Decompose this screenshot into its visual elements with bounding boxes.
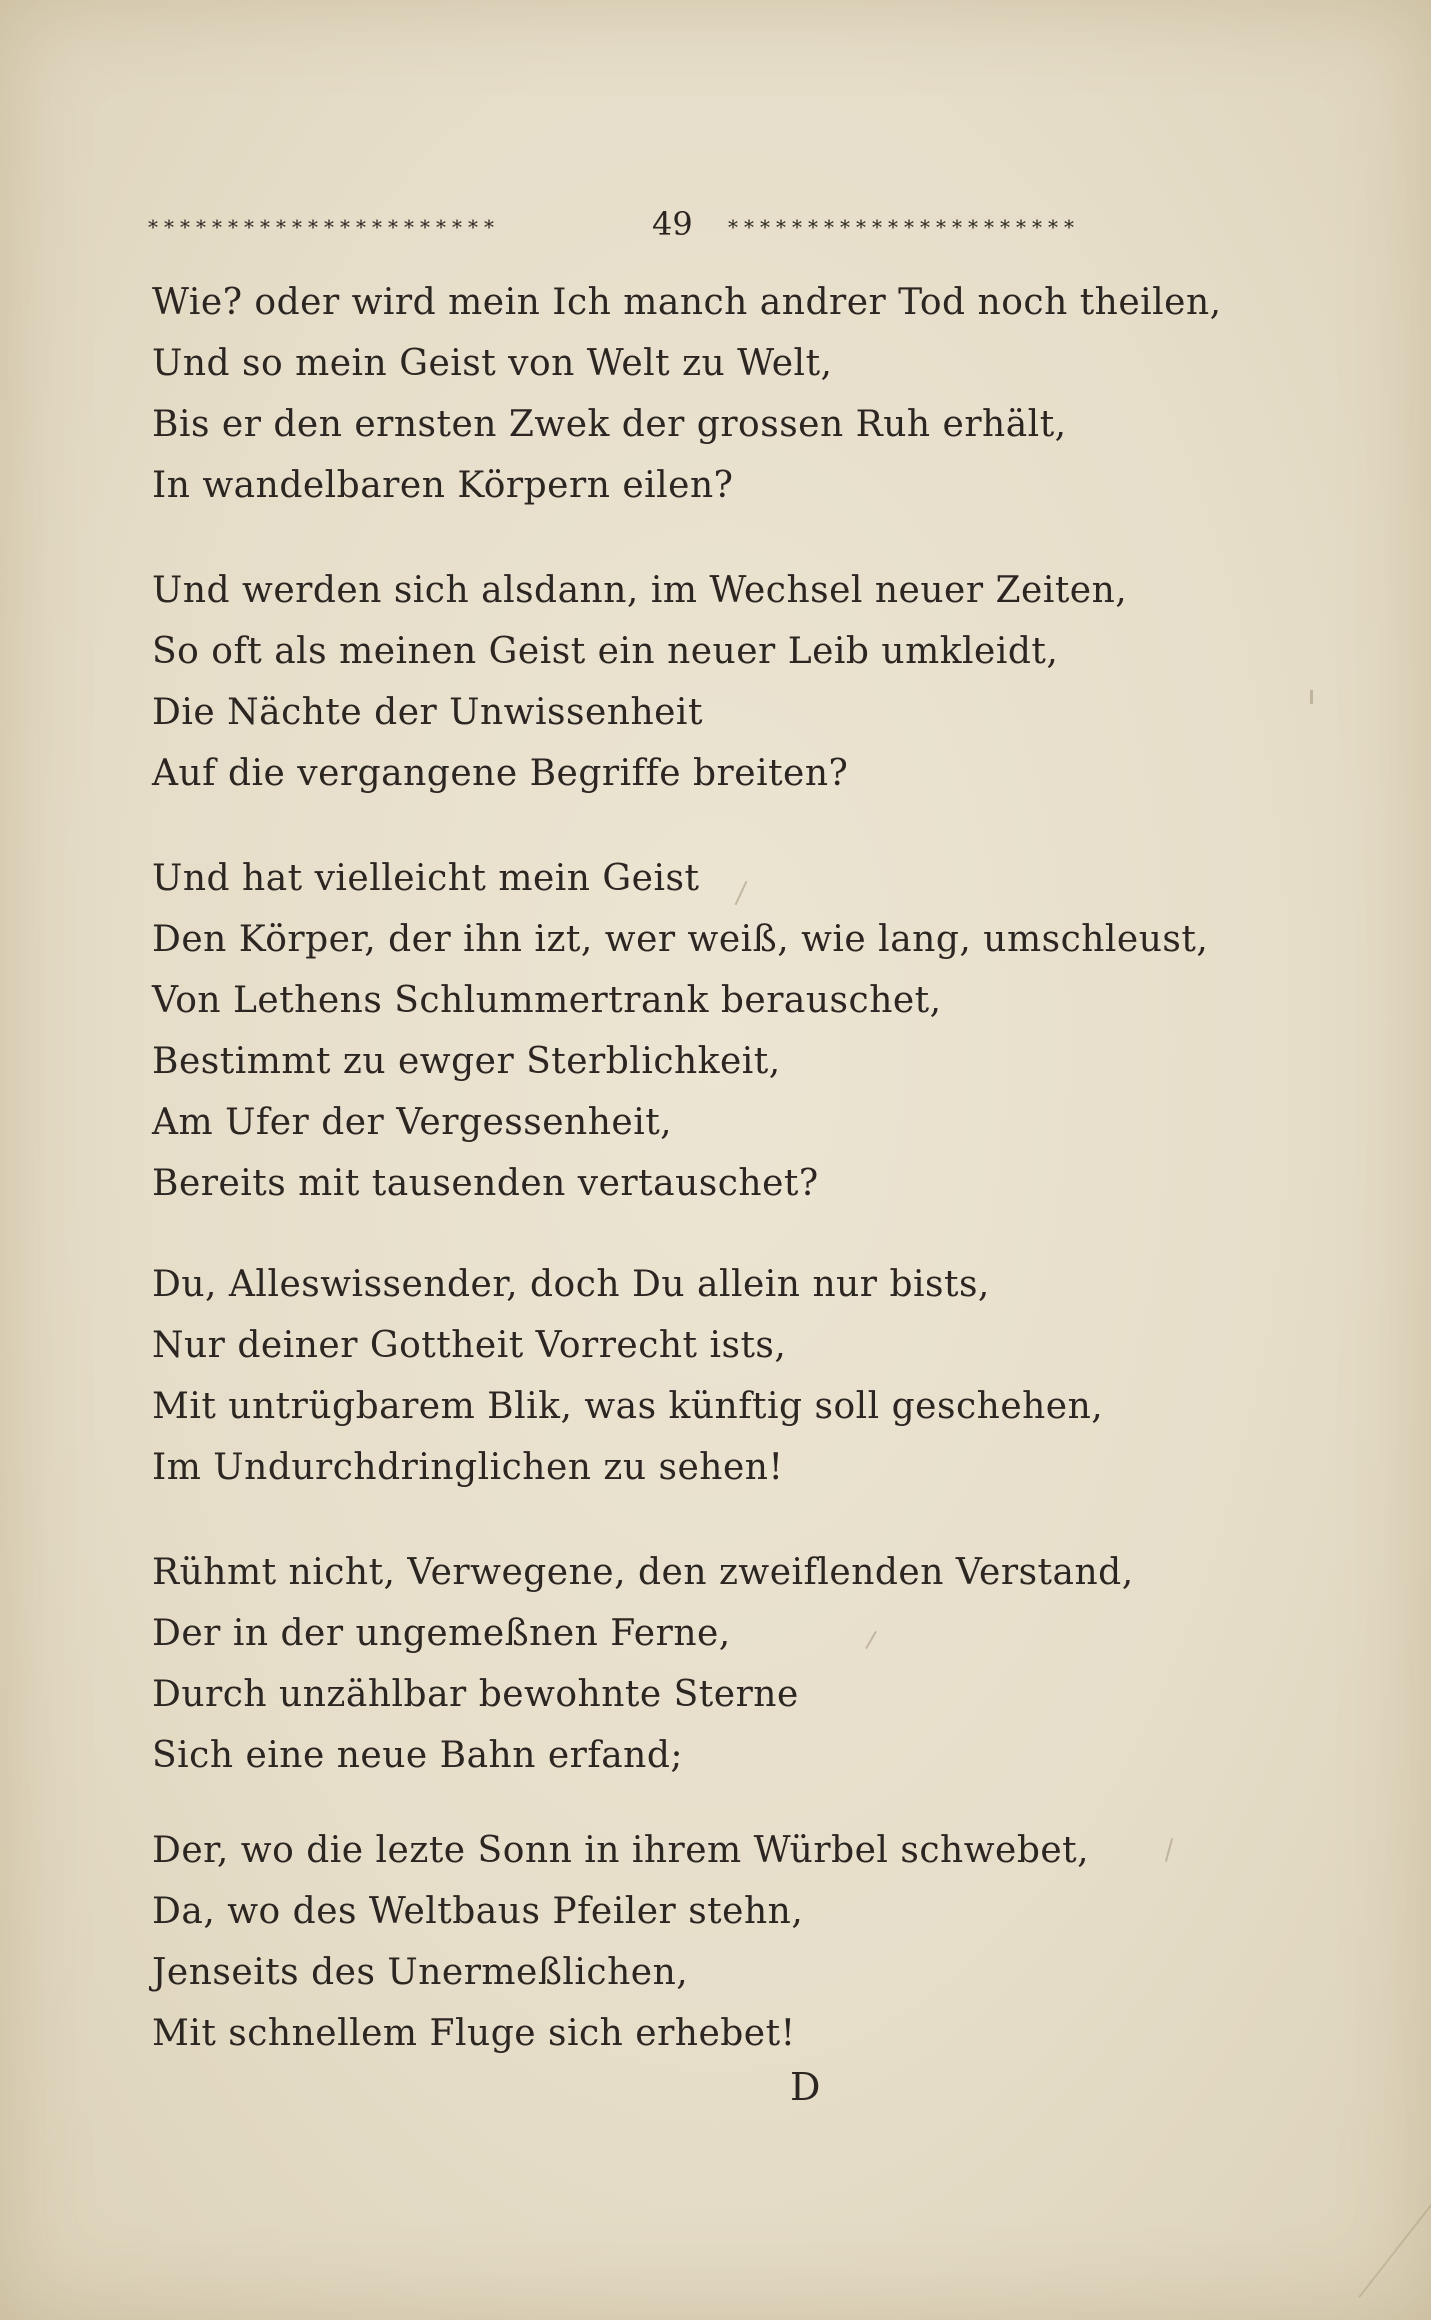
verse-line: Der, wo die lezte Sonn in ihrem Würbel schwebet, bbox=[152, 1830, 1090, 1871]
stanza-4 bbox=[152, 1254, 1272, 1498]
verse-line: Jenseits des Unermeßlichen, bbox=[152, 1952, 689, 1993]
verse-line: Mit schnellem Fluge sich erhebet! bbox=[152, 2013, 796, 2054]
verse-line: Bis er den ernsten Zwek der grossen Ruh erhält, bbox=[152, 404, 1067, 445]
verse-line: Und hat vielleicht mein Geist bbox=[152, 858, 700, 899]
verse-line: So oft als meinen Geist ein neuer Leib umkleidt, bbox=[152, 631, 1059, 672]
stanza-6 bbox=[152, 1820, 1272, 2064]
paper-speck bbox=[1310, 690, 1313, 704]
verse-line: Im Undurchdringlichen zu sehen! bbox=[152, 1447, 784, 1488]
verse-line: Am Ufer der Vergessenheit, bbox=[152, 1102, 673, 1143]
verse-line: Der in der ungemeßnen Ferne, bbox=[152, 1613, 731, 1654]
verse-line: Nur deiner Gottheit Vorrecht ists, bbox=[152, 1325, 787, 1366]
verse-line: Und so mein Geist von Welt zu Welt, bbox=[152, 343, 833, 384]
verse-line: Da, wo des Weltbaus Pfeiler stehn, bbox=[152, 1891, 804, 1932]
running-header bbox=[148, 205, 1198, 255]
stanza-1 bbox=[152, 272, 1272, 516]
verse-line: Wie? oder wird mein Ich manch andrer Tod noch theilen, bbox=[152, 282, 1222, 323]
verse-line: Bereits mit tausenden vertauschet? bbox=[152, 1163, 819, 1204]
verse-line: Und werden sich alsdann, im Wechsel neuer Zeiten, bbox=[152, 570, 1128, 611]
header-ornament-left: ********************** bbox=[148, 215, 500, 239]
stanza-3 bbox=[152, 848, 1272, 1214]
verse-line: Rühmt nicht, Verwegene, den zweiflenden Verstand, bbox=[152, 1552, 1134, 1593]
verse-line: Die Nächte der Unwissenheit bbox=[152, 692, 703, 733]
page-number: 49 bbox=[652, 205, 693, 243]
verse-line: In wandelbaren Körpern eilen? bbox=[152, 465, 734, 506]
catchword: D bbox=[790, 2065, 821, 2109]
stanza-2 bbox=[152, 560, 1272, 804]
page-crease bbox=[1358, 2202, 1431, 2298]
verse-line: Auf die vergangene Begriffe breiten? bbox=[152, 753, 849, 794]
verse-line: Mit untrügbarem Blik, was künftig soll geschehen, bbox=[152, 1386, 1104, 1427]
verse-line: Den Körper, der ihn izt, wer weiß, wie lang, umschleust, bbox=[152, 919, 1209, 960]
header-ornament-right: ********************** bbox=[728, 215, 1080, 239]
verse-line: Von Lethens Schlummertrank berauschet, bbox=[152, 980, 942, 1021]
verse-line: Bestimmt zu ewger Sterblichkeit, bbox=[152, 1041, 781, 1082]
verse-line: Du, Alleswissender, doch Du allein nur bists, bbox=[152, 1264, 990, 1305]
stanza-5 bbox=[152, 1542, 1272, 1786]
verse-line: Durch unzählbar bewohnte Sterne bbox=[152, 1674, 799, 1715]
verse-line: Sich eine neue Bahn erfand; bbox=[152, 1735, 684, 1776]
